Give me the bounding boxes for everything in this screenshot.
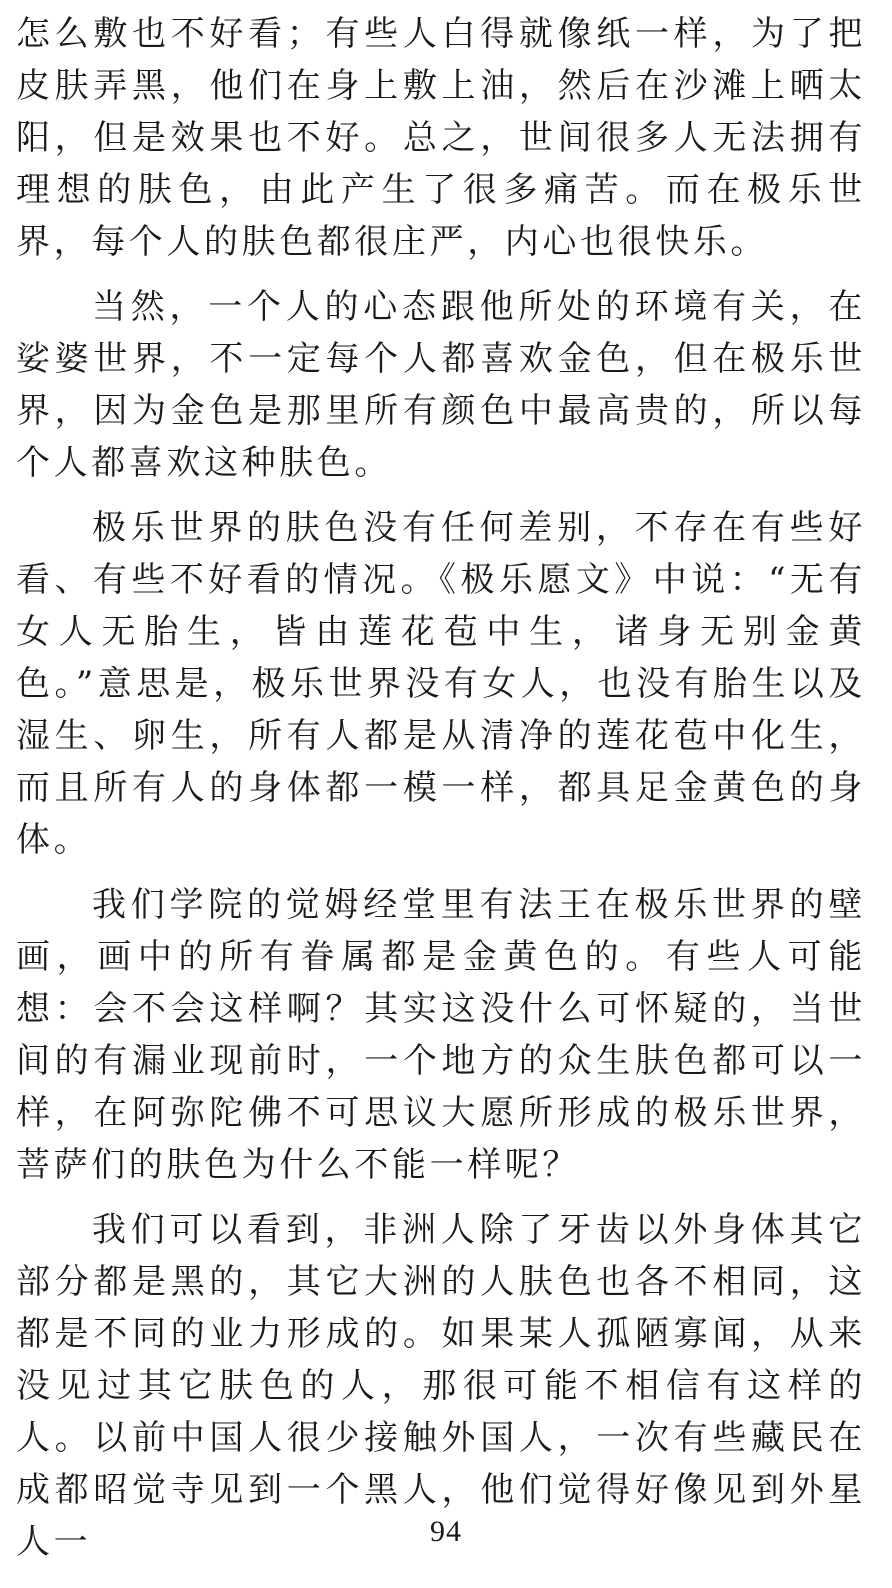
paragraph: 当然，一个人的心态跟他所处的环境有关，在娑婆世界，不一定每个人都喜欢金色，但在极乐世界，因为金色是那里所有颜色中最高贵的，所以每个人都喜欢这种肤色。 xyxy=(16,287,866,483)
paragraph: 我们可以看到，非洲人除了牙齿以外身体其它部分都是黑的，其它大洲的人肤色也各不相同，这都是不同的业力形成的。如果某人孤陋寡闻，从来没见过其它肤色的人，那很可能不相信有这样的人。以前中国人很少接触外国人，一次有些藏民在成都昭觉寺见到一个黑人，他们觉得好像见到外星人一 xyxy=(16,1210,866,1562)
paragraph: 极乐世界的肤色没有任何差别，不存在有些好看、有些不好看的情况。《极乐愿文》中说：“无有女人无胎生，皆由莲花苞中生，诸身无别金黄色。”意思是，极乐世界没有女人，也没有胎生以及湿生、卵生，所有人都是从清净的莲花苞中化生，而且所有人的身体都一模一样，都具足金黄色的身体。 xyxy=(16,508,866,860)
paragraph: 我们学院的觉姆经堂里有法王在极乐世界的壁画，画中的所有眷属都是金黄色的。有些人可能想：会不会这样啊？其实这没什么可怀疑的，当世间的有漏业现前时，一个地方的众生肤色都可以一样，在阿弥陀佛不可思议大愿所形成的极乐世界，菩萨们的肤色为什么不能一样呢？ xyxy=(16,885,866,1185)
paragraph-continued: 怎么敷也不好看；有些人白得就像纸一样，为了把皮肤弄黑，他们在身上敷上油，然后在沙滩上晒太阳，但是效果也不好。总之，世间很多人无法拥有理想的肤色，由此产生了很多痛苦。而在极乐世界，每个人的肤色都很庄严，内心也很快乐。 xyxy=(16,14,866,262)
body-text xyxy=(16,8,866,1581)
page-number: 94 xyxy=(430,1515,462,1548)
